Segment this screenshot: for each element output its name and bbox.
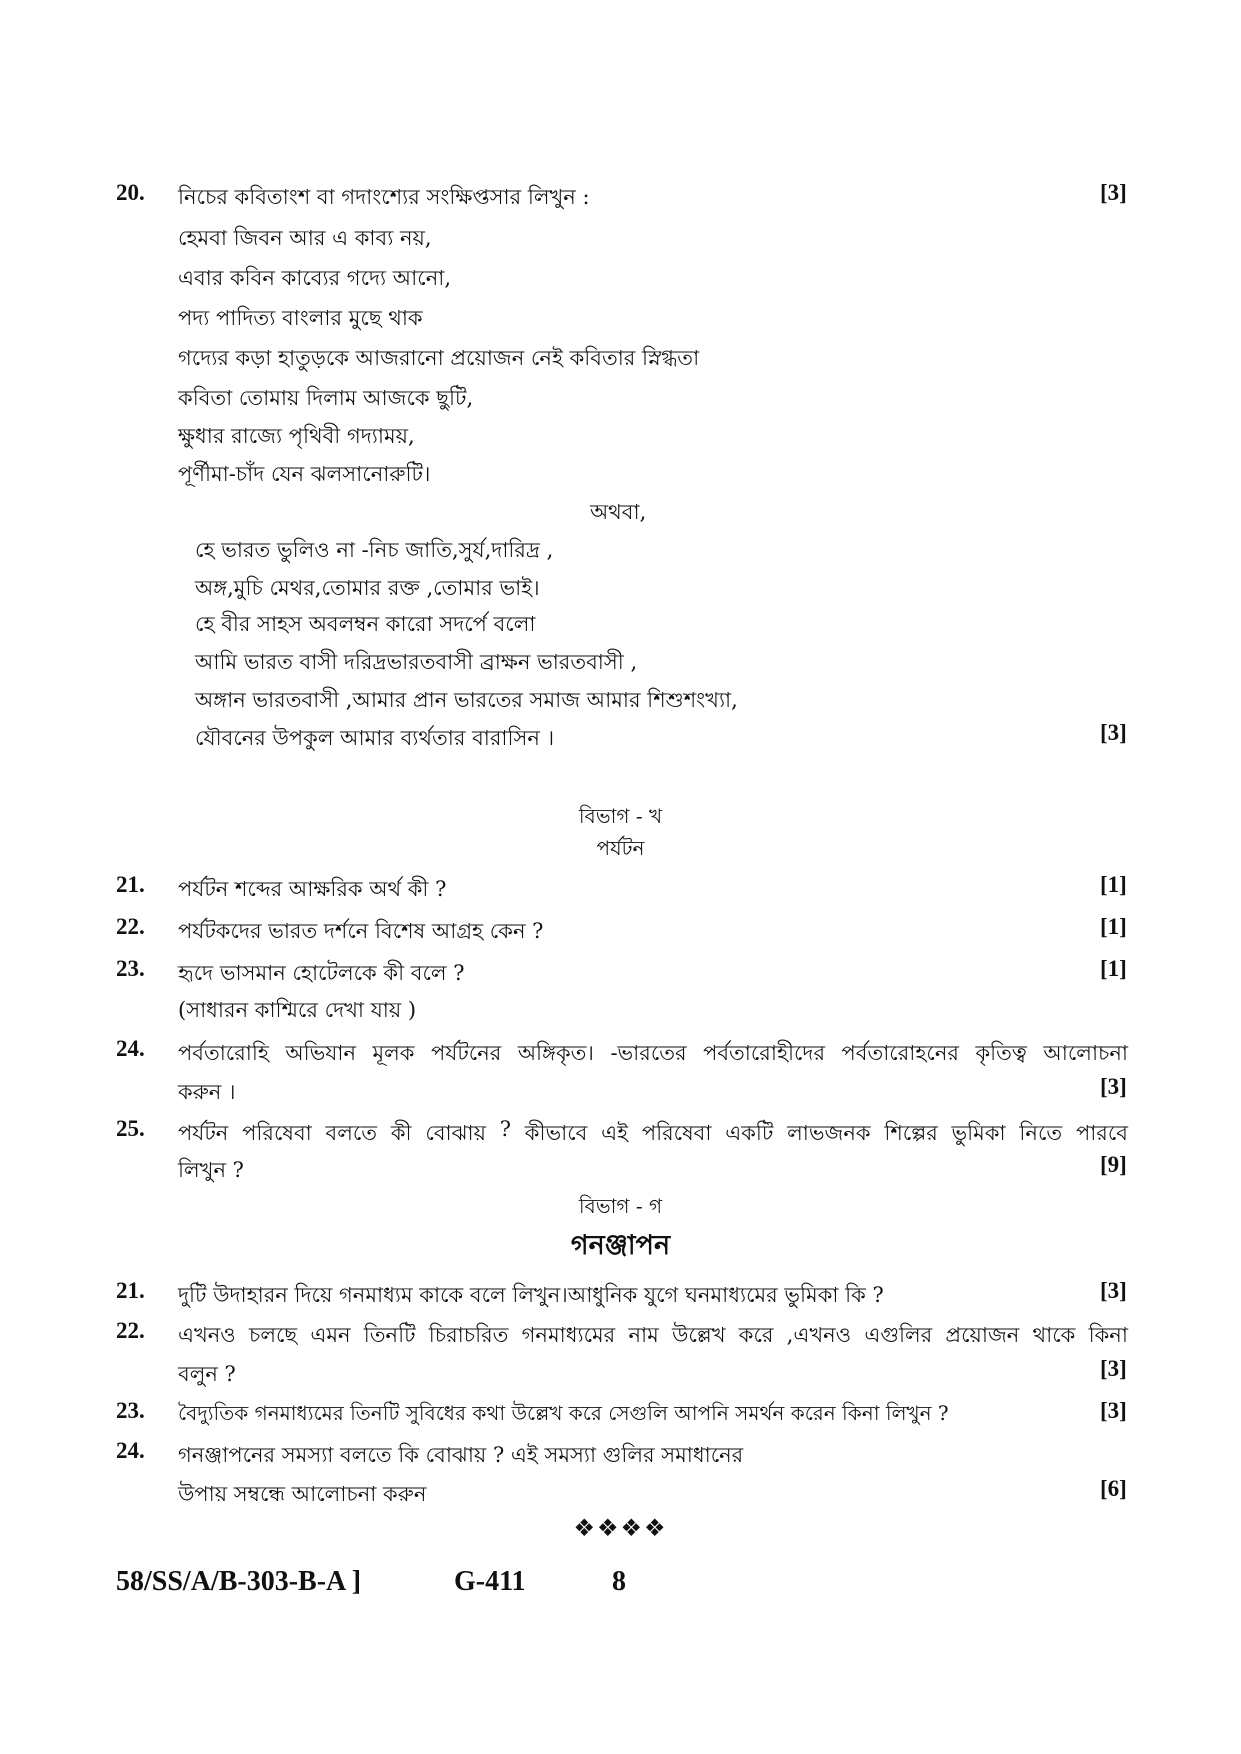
b-q22-number: 22.: [116, 914, 145, 939]
q20-text: নিচের কবিতাংশ বা গদাংশ্যের সংক্ষিপ্তসার লিখুন :: [178, 185, 590, 209]
word: তিনটি: [363, 1323, 416, 1347]
b-q24-marks: [3]: [1100, 1074, 1127, 1099]
q20-number: 20.: [116, 180, 145, 205]
word: বলতে: [325, 1121, 378, 1145]
c-q22-text: [178, 1319, 1128, 1354]
word: চিরাচরিত: [428, 1323, 509, 1347]
word: উল্লেখ: [671, 1323, 726, 1347]
b-q23-number: 23.: [116, 956, 145, 981]
b-q23-text-2: (সাধারন কাশ্মিরে দেখা যায় ): [178, 998, 417, 1022]
poem-line: আমি ভারত বাসী দরিদ্রভারতবাসী ব্রাক্ষন ভারতবাসী ,: [195, 650, 638, 674]
b-q24-number: 24.: [116, 1036, 145, 1061]
section-b-subheading: পর্যটন: [596, 836, 645, 860]
section-c-heading: বিভাগ - গ: [578, 1194, 663, 1218]
c-q22-number: 22.: [116, 1318, 145, 1343]
word: ,এখনও: [786, 1323, 852, 1347]
word: পর্বতারোহি: [178, 1041, 269, 1065]
word: এখনও: [178, 1323, 236, 1347]
word: ভুমিকা: [951, 1121, 1006, 1145]
word: লাভজনক: [787, 1121, 871, 1145]
poem-line: এবার কবিন কাব্যের গদ্যে আনো,: [178, 266, 452, 290]
c-q23-number: 23.: [116, 1398, 145, 1423]
word: কীভাবে: [524, 1121, 588, 1145]
word: কিনা: [1088, 1323, 1128, 1347]
c-q24-text: গনঞ্জাপনের সমস্যা বলতে কি বোঝায় ? এই সমস্যা গুলির সমাধানের: [178, 1443, 744, 1467]
c-q24-text-2: উপায় সম্বন্ধে আলোচনা করুন: [178, 1482, 427, 1506]
word: নাম: [628, 1323, 659, 1347]
end-ornament: ❖❖❖❖: [573, 1514, 668, 1542]
c-q21-marks: [3]: [1100, 1278, 1127, 1303]
poem-line: গদ্যের কড়া হাতুড়কে আজরানো প্রয়োজন নেই কবিতার স্নিগ্ধতা: [178, 346, 700, 370]
word: এই: [601, 1121, 629, 1145]
word: শিল্পের: [884, 1121, 938, 1145]
word: একটি: [725, 1121, 774, 1145]
section-c-subheading: গনঞ্জাপন: [570, 1230, 671, 1261]
section-b-heading: বিভাগ - খ: [578, 804, 663, 828]
word: -ভারতের: [610, 1041, 687, 1065]
word: কৃতিত্ব: [975, 1041, 1027, 1065]
word: থাকে: [1032, 1323, 1076, 1347]
footer-paper-code: G-411: [454, 1566, 526, 1597]
word: পর্বতারোহনের: [841, 1041, 959, 1065]
poem-line: অঙ্গ,মুচি মেথর,তোমার রক্ত ,তোমার ভাই।: [195, 576, 540, 600]
b-q22-marks: [1]: [1100, 914, 1127, 939]
or-label: অথবা,: [590, 500, 647, 524]
poem-line: যৌবনের উপকুল আমার ব্যর্থতার বারাসিন ।: [195, 726, 555, 750]
c-q24-number: 24.: [116, 1438, 145, 1463]
poem-line: কবিতা তোমায় দিলাম আজকে ছুটি,: [178, 386, 474, 410]
poem-line: ক্ষুধার রাজ্যে পৃথিবী গদ্যাময়,: [178, 424, 415, 448]
word: প্রয়োজন: [945, 1323, 1020, 1347]
c-q23-text: বৈদ্যুতিক গনমাধ্যমের তিনটি সুবিধের কথা উল্লেখ করে সেগুলি আপনি সমর্থন করেন কিনা লিখুন ?: [178, 1401, 949, 1425]
c-q24-marks: [6]: [1100, 1476, 1127, 1501]
c-q23-marks: [3]: [1100, 1398, 1127, 1423]
word: এগুলির: [864, 1323, 933, 1347]
poem-line: অঙ্গান ভারতবাসী ,আমার প্রান ভারতের সমাজ আমার শিশুশংখ্যা,: [195, 688, 738, 712]
word: ?: [499, 1117, 512, 1141]
b-q21-text: পর্যটন শব্দের আক্ষরিক অর্থ কী ?: [178, 877, 447, 901]
b-q25-text: [178, 1117, 1128, 1152]
poem-line: পদ্য পাদিত্য বাংলার মুছে থাক: [178, 306, 423, 330]
poem-line: হেমবা জিবন আর এ কাব্য নয়,: [178, 226, 432, 250]
page-number: 8: [612, 1566, 626, 1597]
word: অঙ্গিকৃত।: [517, 1041, 594, 1065]
word: গনমাধ্যমের: [521, 1323, 616, 1347]
b-q24-text-2: করুন ।: [178, 1080, 236, 1104]
word: পর্বতারোহীদের: [703, 1041, 826, 1065]
word: পর্যটনের: [431, 1041, 502, 1065]
poem-line: হে ভারত ভুলিও না -নিচ জাতি,সুর্য,দারিদ্র ,: [195, 538, 554, 562]
word: চলছে: [249, 1323, 298, 1347]
b-q24-text: [178, 1037, 1128, 1072]
b-q23-text: হৃদে ভাসমান হোটেলকে কী বলে ?: [178, 961, 465, 985]
b-q25-marks: [9]: [1100, 1152, 1127, 1177]
word: কী: [390, 1121, 412, 1145]
b-q21-number: 21.: [116, 872, 145, 897]
word: অভিযান: [285, 1041, 356, 1065]
b-q25-number: 25.: [116, 1116, 145, 1141]
b-q23-marks: [1]: [1100, 956, 1127, 981]
footer-course-code: 58/SS/A/B-303-B-A ]: [116, 1566, 362, 1597]
b-q22-text: পর্যটকদের ভারত দর্শনে বিশেষ আগ্রহ কেন ?: [178, 919, 544, 943]
q20-marks: [3]: [1100, 180, 1127, 205]
c-q22-text-2: বলুন ?: [178, 1362, 236, 1386]
word: নিতে: [1019, 1121, 1063, 1145]
word: মূলক: [372, 1041, 415, 1065]
word: বোঝায়: [425, 1121, 486, 1145]
b-q21-marks: [1]: [1100, 872, 1127, 897]
c-q22-marks: [3]: [1100, 1356, 1127, 1381]
c-q21-number: 21.: [116, 1278, 145, 1303]
poem-line: পূর্ণীমা-চাঁদ যেন ঝলসানোরুটি।: [178, 462, 431, 486]
c-q21-text: দুটি উদাহারন দিয়ে গনমাধ্যম কাকে বলে লিখুন।আধুনিক যুগে ঘনমাধ্যমের ভুমিকা কি ?: [178, 1283, 884, 1307]
q20-marks-2: [3]: [1100, 720, 1127, 745]
word: করে: [738, 1323, 774, 1347]
word: আলোচনা: [1043, 1041, 1128, 1065]
b-q25-text-2: লিখুন ?: [178, 1158, 244, 1182]
poem-line: হে বীর সাহস অবলম্বন কারো সদর্পে বলো: [195, 612, 536, 636]
word: পরিষেবা: [641, 1121, 712, 1145]
word: পারবে: [1075, 1121, 1128, 1145]
word: এমন: [310, 1323, 351, 1347]
word: পর্যটন: [178, 1121, 229, 1145]
word: পরিষেবা: [242, 1121, 312, 1145]
